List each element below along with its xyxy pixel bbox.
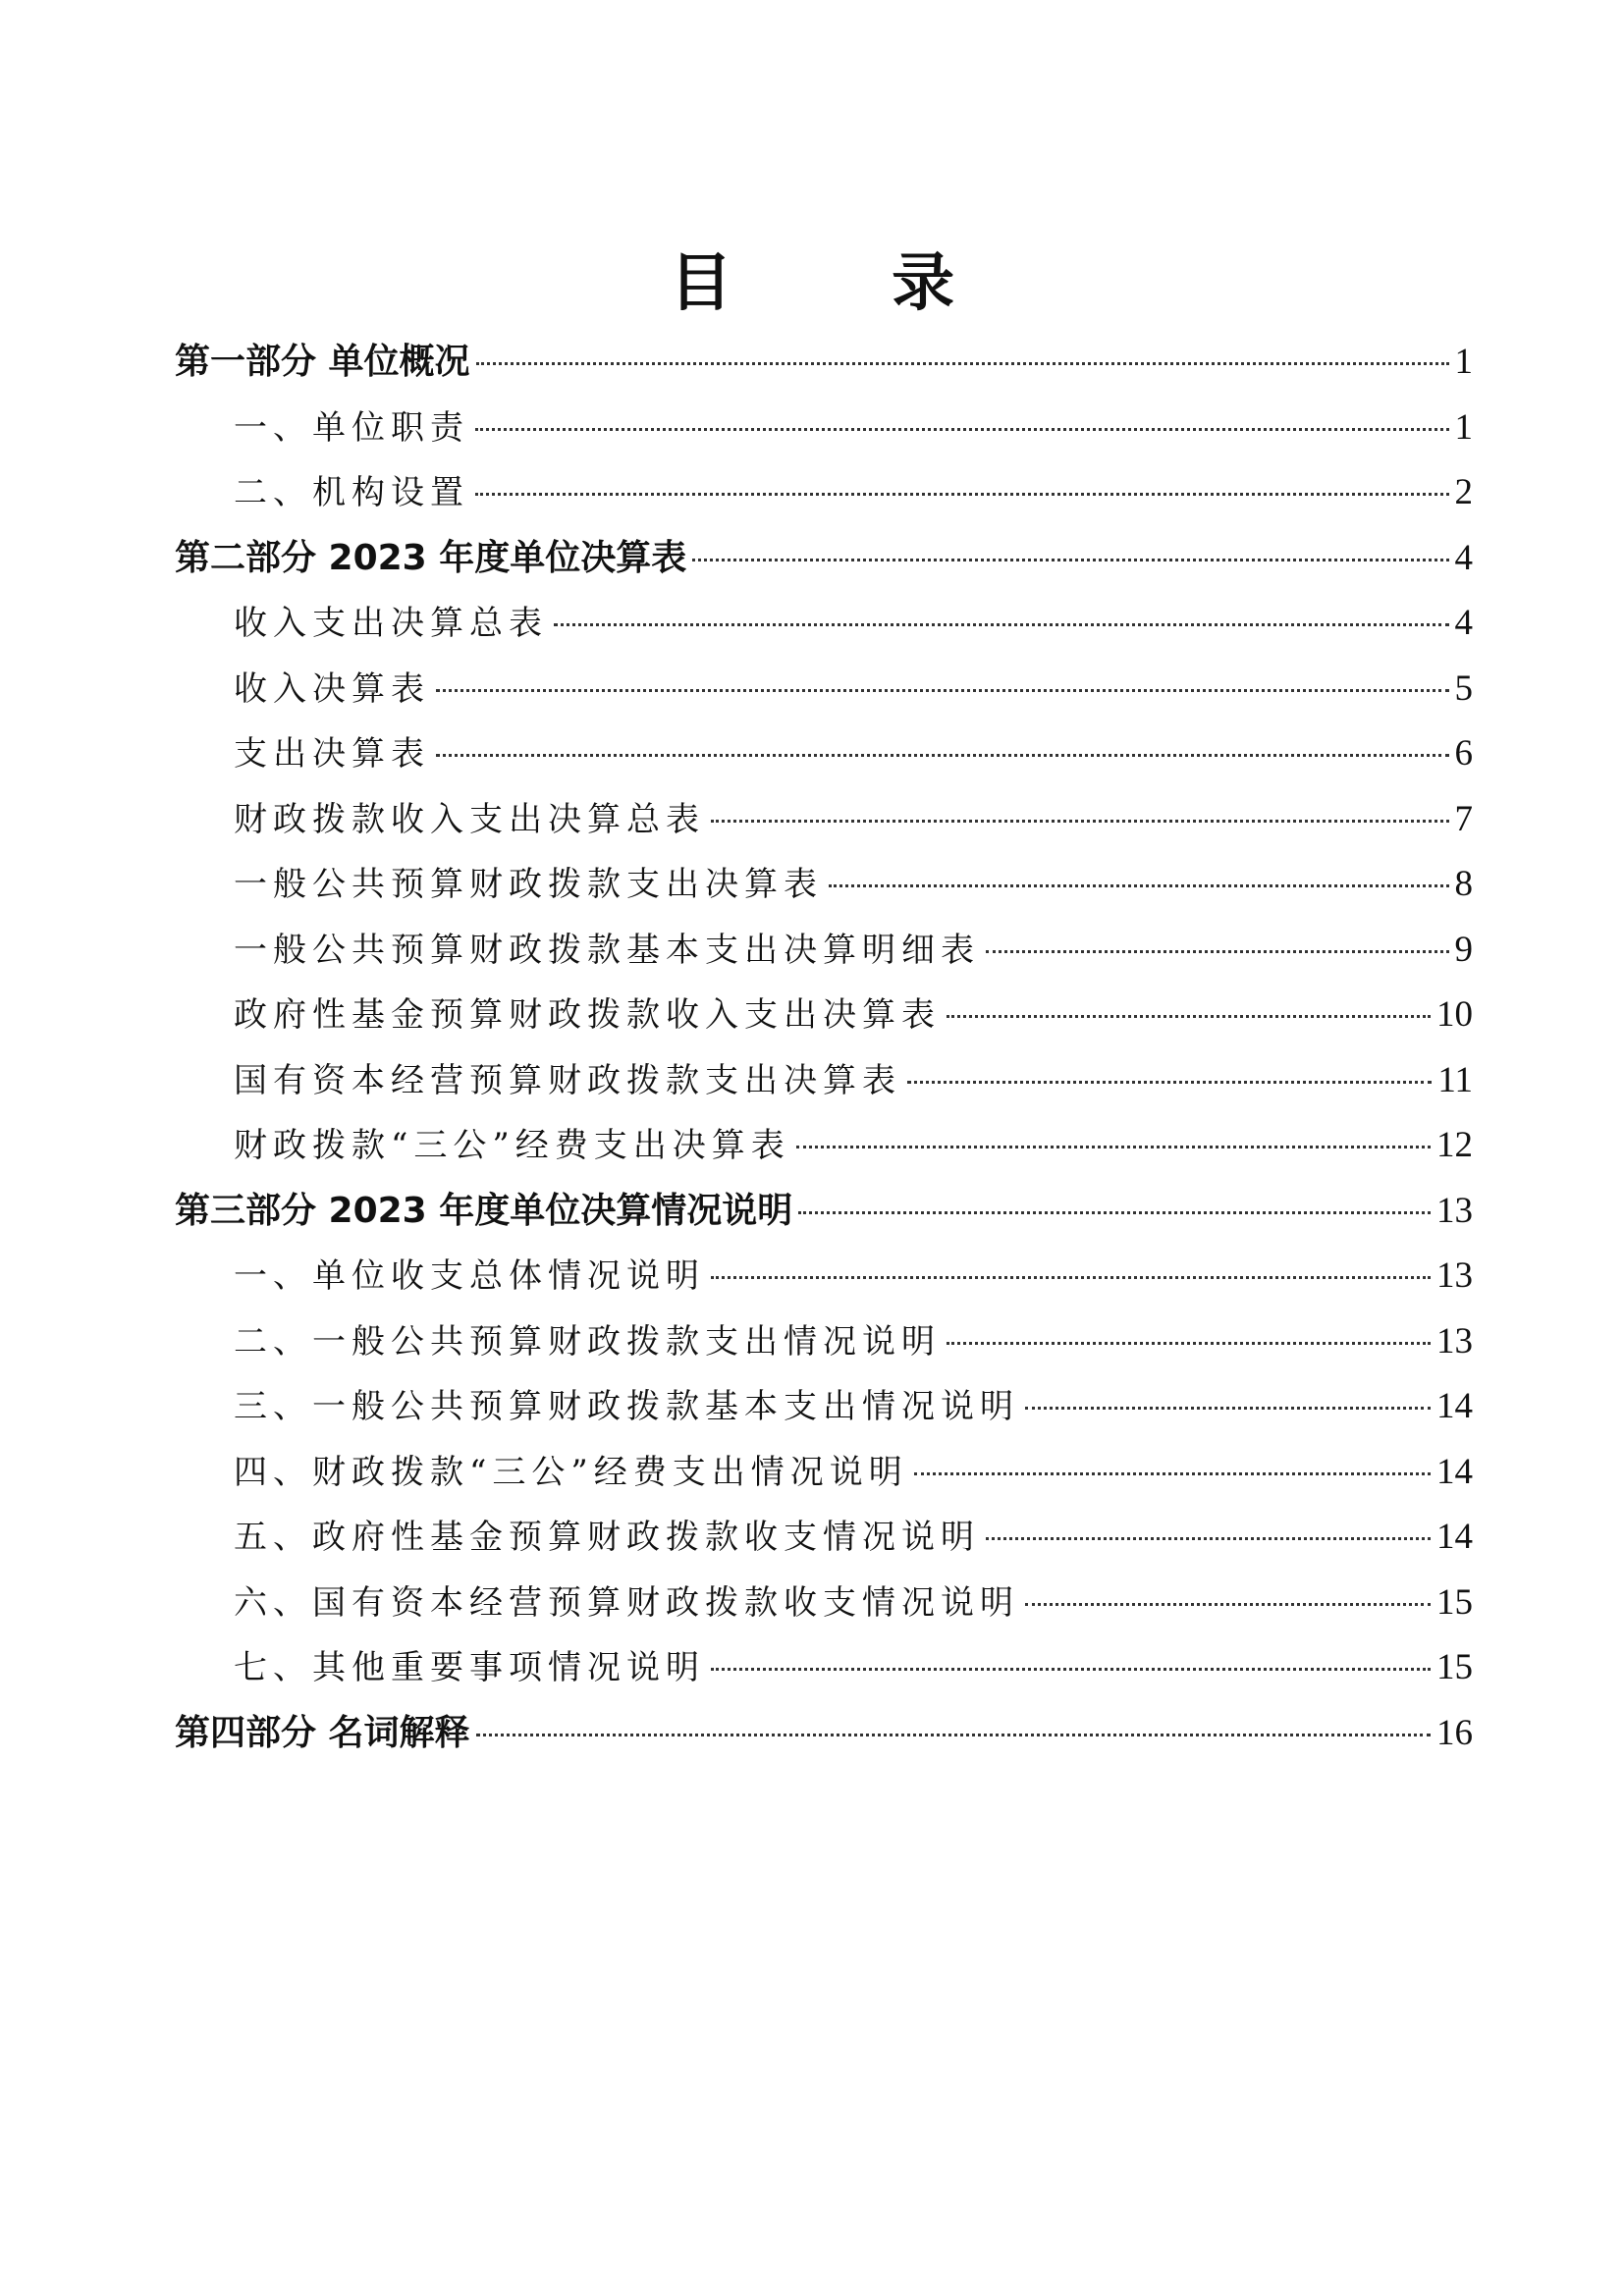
toc-dot-leader xyxy=(711,1668,1431,1671)
toc-section-entry[interactable] xyxy=(175,787,1473,853)
toc-dot-leader xyxy=(829,884,1449,887)
toc-section-entry[interactable] xyxy=(175,1571,1473,1636)
toc-entry-label: 收入决算表 xyxy=(234,668,430,709)
toc-dot-leader xyxy=(711,1276,1431,1279)
toc-dot-leader xyxy=(436,754,1449,757)
toc-section-entry[interactable] xyxy=(175,721,1473,787)
toc-section-entry[interactable] xyxy=(175,918,1473,984)
toc-page-number: 15 xyxy=(1436,1647,1473,1687)
toc-page-number: 14 xyxy=(1436,1451,1473,1492)
toc-page-number: 13 xyxy=(1436,1190,1473,1231)
toc-page-number: 14 xyxy=(1436,1517,1473,1557)
toc-entry-label: 一、单位职责 xyxy=(234,407,469,448)
toc-entry-label: 第一部分 单位概况 xyxy=(175,342,470,382)
toc-dot-leader xyxy=(947,1015,1431,1018)
toc-dot-leader xyxy=(475,428,1449,431)
toc-section-entry[interactable] xyxy=(175,1244,1473,1309)
toc-part-entry[interactable] xyxy=(175,526,1473,592)
toc-entry-label: 第四部分 名词解释 xyxy=(175,1712,470,1753)
toc-section-entry[interactable] xyxy=(175,1505,1473,1571)
toc-entry-label: 政府性基金预算财政拨款收入支出决算表 xyxy=(234,995,941,1035)
toc-entry-label: 一般公共预算财政拨款基本支出决算明细表 xyxy=(234,930,980,970)
toc-page-number: 14 xyxy=(1436,1386,1473,1426)
toc-page-number: 13 xyxy=(1436,1255,1473,1296)
toc-entry-label: 第二部分 2023 年度单位决算表 xyxy=(175,537,687,578)
toc-page-number: 10 xyxy=(1436,994,1473,1035)
toc-dot-leader xyxy=(1025,1603,1431,1606)
toc-dot-leader xyxy=(947,1342,1431,1345)
toc-section-entry[interactable] xyxy=(175,1113,1473,1179)
toc-section-entry[interactable] xyxy=(175,657,1473,722)
toc-page-number: 5 xyxy=(1454,667,1473,709)
toc-section-entry[interactable] xyxy=(175,396,1473,461)
toc-dot-leader xyxy=(436,689,1449,692)
toc-part-entry[interactable] xyxy=(175,330,1473,396)
toc-part-entry[interactable] xyxy=(175,1701,1473,1767)
toc-entry-label: 财政拨款“三公”经费支出决算表 xyxy=(234,1126,790,1165)
toc-entry-label: 五、政府性基金预算财政拨款收支情况说明 xyxy=(234,1518,980,1557)
toc-page-number: 4 xyxy=(1454,537,1473,578)
toc-part-entry[interactable] xyxy=(175,1179,1473,1245)
toc-page-number: 11 xyxy=(1437,1059,1473,1100)
toc-dot-leader xyxy=(711,820,1449,823)
toc-dot-leader xyxy=(554,623,1449,626)
toc-section-entry[interactable] xyxy=(175,852,1473,918)
toc-section-entry[interactable] xyxy=(175,1440,1473,1506)
toc-dot-leader xyxy=(1025,1407,1431,1410)
toc-dot-leader xyxy=(476,1734,1431,1736)
toc-section-entry[interactable] xyxy=(175,1635,1473,1701)
toc-entry-label: 三、一般公共预算财政拨款基本支出情况说明 xyxy=(234,1387,1019,1426)
toc-section-entry[interactable] xyxy=(175,591,1473,657)
toc-dot-leader xyxy=(914,1472,1431,1475)
toc-page-number: 1 xyxy=(1454,342,1473,382)
toc-entry-label: 二、机构设置 xyxy=(234,473,469,512)
toc-entry-label: 七、其他重要事项情况说明 xyxy=(234,1648,705,1687)
toc-page-number: 4 xyxy=(1454,603,1473,643)
toc-entry-label: 收入支出决算总表 xyxy=(234,604,548,643)
toc-page-number: 1 xyxy=(1454,406,1473,448)
toc-dot-leader xyxy=(796,1146,1431,1148)
toc-entry-label: 二、一般公共预算财政拨款支出情况说明 xyxy=(234,1321,941,1362)
toc-section-entry[interactable] xyxy=(175,1048,1473,1114)
toc-section-entry[interactable] xyxy=(175,460,1473,526)
toc-dot-leader xyxy=(798,1211,1431,1214)
toc-page-number: 15 xyxy=(1436,1581,1473,1623)
toc-page-number: 9 xyxy=(1454,929,1473,970)
toc-entry-label: 财政拨款收入支出决算总表 xyxy=(234,799,705,839)
toc-section-entry[interactable] xyxy=(175,1309,1473,1375)
toc-entry-label: 六、国有资本经营预算财政拨款收支情况说明 xyxy=(234,1582,1019,1623)
toc-dot-leader xyxy=(986,950,1449,953)
toc-section-entry[interactable] xyxy=(175,983,1473,1048)
toc-page-number: 13 xyxy=(1436,1320,1473,1362)
toc-dot-leader xyxy=(986,1537,1431,1540)
table-of-contents xyxy=(175,330,1473,1766)
toc-dot-leader xyxy=(907,1081,1432,1084)
toc-entry-label: 一般公共预算财政拨款支出决算表 xyxy=(234,865,823,904)
toc-entry-label: 第三部分 2023 年度单位决算情况说明 xyxy=(175,1190,793,1231)
toc-dot-leader xyxy=(476,362,1449,365)
toc-page-number: 8 xyxy=(1454,864,1473,904)
toc-page-number: 12 xyxy=(1436,1125,1473,1165)
toc-page-number: 6 xyxy=(1454,733,1473,774)
toc-entry-label: 支出决算表 xyxy=(234,734,430,774)
toc-entry-label: 四、财政拨款“三公”经费支出情况说明 xyxy=(234,1452,908,1492)
toc-page-number: 2 xyxy=(1454,472,1473,512)
toc-page-number: 7 xyxy=(1454,798,1473,839)
toc-entry-label: 一、单位收支总体情况说明 xyxy=(234,1256,705,1296)
toc-entry-label: 国有资本经营预算财政拨款支出决算表 xyxy=(234,1060,901,1100)
toc-section-entry[interactable] xyxy=(175,1374,1473,1440)
toc-dot-leader xyxy=(692,559,1448,561)
toc-page-number: 16 xyxy=(1436,1712,1473,1753)
page-title: 目 录 xyxy=(669,246,1024,320)
toc-dot-leader xyxy=(475,493,1449,496)
